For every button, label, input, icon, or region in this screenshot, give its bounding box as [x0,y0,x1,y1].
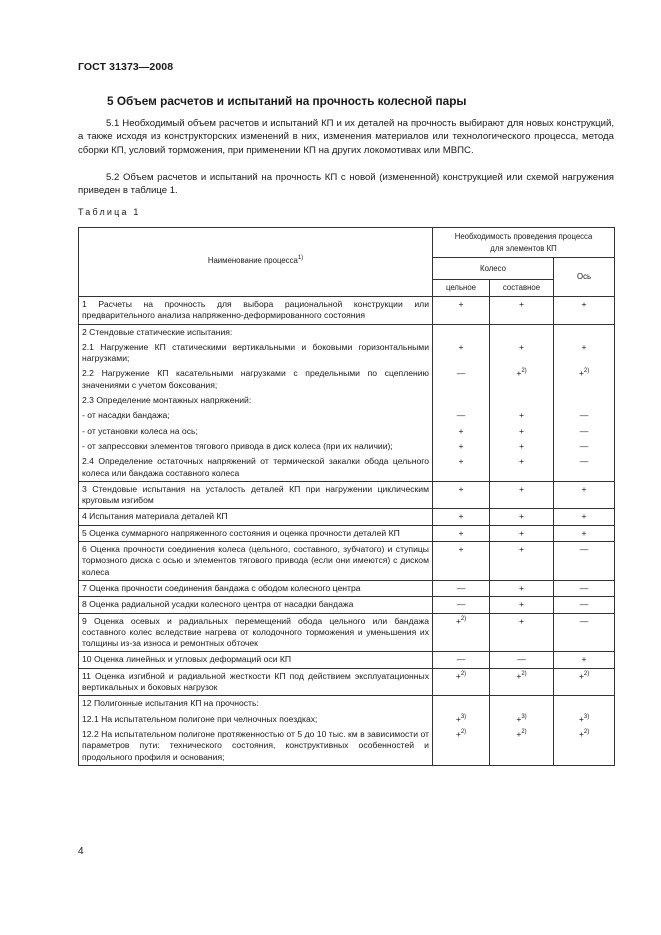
table-row [79,340,615,367]
solid-wheel-cell [433,525,490,541]
footnote-mark: 3) [521,713,527,720]
document-header: ГОСТ 31373—2008 [78,61,174,73]
table-row [79,481,615,509]
table-row [79,668,615,696]
process-name-cell: 6 Оценка прочности соединения колеса (цельного, составного, зубчатого) и ступицы тормозного диска с осью и элементов тягового привода (если они имеются) с диском колеса [79,542,433,581]
mark-value: + [518,456,525,467]
mark-value: — [579,425,589,436]
composite-wheel-cell [490,481,554,509]
solid-wheel-cell [433,454,490,481]
mark-value: + [581,299,587,309]
axle-cell [554,613,615,652]
solid-wheel-cell [433,481,490,509]
solid-wheel-cell [433,652,490,668]
composite-wheel-cell [490,366,554,393]
mark-value: + [518,425,525,436]
mark-value: + [581,341,587,352]
process-name-cell: 2.2 Нагружение КП касательными нагрузками с предельными по сцеплению значениями с учетом боксования; [79,366,433,393]
table-row [79,613,615,652]
process-name-cell: 9 Оценка осевых и радиальных перемещений обода цельного или бандажа составного колес вследствие нагрева от колодочного торможения и уменьшения их толщины из-за износа и ремонтных обточек [79,613,433,652]
table-row [79,580,615,596]
mark-value: + [578,670,584,681]
footnote-mark: 2) [521,368,527,375]
process-name-cell: - от установки колеса на ось; [79,424,433,439]
process-name-cell: 8 Оценка радиальной усадки колесного центра от насадки бандажа [79,597,433,613]
table-body [79,297,615,766]
mark-value: + [455,670,461,681]
process-name-cell: 7 Оценка прочности соединения бандажа с ободом колесного центра [79,580,433,596]
axle-cell [554,668,615,696]
table-row [79,324,615,340]
mark-value: + [458,544,464,555]
header-solid-wheel: цельное [433,280,490,297]
axle-cell [554,454,615,481]
axle-cell [554,297,615,325]
axle-cell [554,481,615,509]
process-name-cell: 2.3 Определение монтажных напряжений: [79,393,433,408]
process-name-cell: 1 Расчеты на прочность для выбора рациональной конструкции или предварительного анализа напряженно-деформированного состояния [79,297,433,325]
composite-wheel-cell [490,696,554,712]
header-wheel: Колесо [433,258,554,280]
mark-value: — [579,599,589,610]
process-name-cell: - от запрессовки элементов тягового привода в диск колеса (при их наличии); [79,439,433,454]
axle-cell [554,597,615,613]
table-row [79,597,615,613]
solid-wheel-cell [433,597,490,613]
footnote-mark: 2) [583,670,590,677]
mark-value: + [516,713,522,724]
process-name-cell: 2.4 Определение остаточных напряжений от термической закалки обода цельного колеса или бандажа составного колеса [79,454,433,481]
composite-wheel-cell [490,340,554,367]
footnote-mark: 3) [583,713,590,720]
solid-wheel-cell [433,580,490,596]
header-axle: Ось [554,258,615,297]
composite-wheel-cell [490,727,554,765]
mark-value: + [458,341,464,352]
footnote-mark: 2) [583,368,590,375]
process-name-cell: - от насадки бандажа; [79,408,433,423]
header-process-name-text: Наименование процесса [207,256,298,266]
process-name-cell: 10 Оценка линейных и угловых деформаций оси КП [79,652,433,668]
solid-wheel-cell [433,727,490,765]
header-process-name [79,228,433,297]
mark-value: + [518,341,525,352]
mark-value: — [579,544,589,555]
solid-wheel-cell [433,424,490,439]
solid-wheel-cell [433,712,490,727]
mark-value: + [458,527,464,538]
table-row [79,297,615,325]
mark-value: + [518,527,525,538]
process-name-cell: 2.1 Нагружение КП статическими вертикальными и боковыми горизонтальными нагрузками; [79,340,433,367]
mark-value: + [581,511,587,522]
table-row [79,712,615,727]
table-row [79,439,615,454]
mark-value: + [455,728,461,739]
footnote-mark: 2) [460,670,467,677]
mark-value: + [458,483,464,494]
table-row [79,696,615,712]
mark-value: + [578,368,584,379]
process-table [78,227,615,766]
mark-value: — [579,456,589,467]
solid-wheel-cell [433,439,490,454]
process-name-cell: 5 Оценка суммарного напряженного состояния и оценка прочности деталей КП [79,525,433,541]
composite-wheel-cell [490,509,554,525]
page-number: 4 [78,846,84,857]
mark-value: + [458,456,464,467]
process-name-cell: 12.2 На испытательном полигоне протяженностью от 5 до 10 тыс. км в зависимости от параметров пути: технического состояния, конструктивных особенностей и продольного профиля и основания; [79,727,433,765]
solid-wheel-cell [433,408,490,423]
axle-cell [554,393,615,408]
axle-cell [554,696,615,712]
composite-wheel-cell [490,297,554,325]
axle-cell [554,652,615,668]
mark-value: — [456,410,466,421]
footnote-mark: 2) [521,728,527,735]
composite-wheel-cell [490,668,554,696]
axle-cell [554,439,615,454]
process-name-cell: 12 Полигонные испытания КП на прочность: [79,696,433,712]
composite-wheel-cell [490,454,554,481]
solid-wheel-cell [433,696,490,712]
axle-cell [554,525,615,541]
mark-value: — [579,582,589,593]
axle-cell [554,580,615,596]
axle-cell [554,542,615,581]
mark-value: + [458,425,464,436]
process-name-cell: 4 Испытания материала деталей КП [79,509,433,525]
solid-wheel-cell [433,509,490,525]
axle-cell [554,340,615,367]
footnote-mark: 2) [460,615,467,622]
axle-cell [554,324,615,340]
mark-value: — [517,654,526,665]
mark-value: + [458,440,464,451]
section-title: 5 Объем расчетов и испытаний на прочность колесной пары [107,94,467,108]
mark-value: — [579,410,589,421]
composite-wheel-cell [490,597,554,613]
composite-wheel-cell [490,613,554,652]
axle-cell [554,509,615,525]
mark-value: + [516,670,522,681]
mark-value: — [456,368,466,379]
composite-wheel-cell [490,408,554,423]
footnote-mark: 2) [583,728,590,735]
table-row [79,542,615,581]
axle-cell [554,366,615,393]
table-row [79,393,615,408]
mark-value: + [518,615,525,626]
mark-value: + [518,511,525,522]
axle-cell [554,424,615,439]
solid-wheel-cell [433,613,490,652]
mark-value: — [456,582,466,593]
mark-value: + [455,615,461,626]
mark-value: + [578,713,584,724]
solid-wheel-cell [433,297,490,325]
table-caption: Таблица 1 [78,207,141,217]
composite-wheel-cell [490,652,554,668]
composite-wheel-cell [490,439,554,454]
solid-wheel-cell [433,324,490,340]
footnote-mark: 2) [460,728,467,735]
table-row [79,424,615,439]
composite-wheel-cell [490,324,554,340]
footnote-mark: 2) [521,670,527,677]
composite-wheel-cell [490,424,554,439]
table-row [79,366,615,393]
solid-wheel-cell [433,340,490,367]
solid-wheel-cell [433,668,490,696]
mark-value: + [581,654,587,665]
process-name-cell: 2 Стендовые статические испытания: [79,324,433,340]
header-footnote-mark: 1) [297,255,304,262]
table-row [79,509,615,525]
composite-wheel-cell [490,580,554,596]
table-row [79,727,615,765]
mark-value: + [458,511,464,522]
mark-value: + [518,299,525,309]
mark-value: + [518,483,525,494]
table-row [79,454,615,481]
axle-cell [554,712,615,727]
process-name-cell: 11 Оценка изгибной и радиальной жесткости КП под действием эксплуатационных вертикальных и боковых нагрузок [79,668,433,696]
mark-value: + [581,527,587,538]
process-name-cell: 12.1 На испытательном полигоне при челночных поездках; [79,712,433,727]
mark-value: + [516,368,522,379]
mark-value: + [455,713,461,724]
mark-value: + [578,728,584,739]
table-row [79,408,615,423]
mark-value: + [518,582,525,593]
mark-value: + [518,599,525,610]
mark-value: — [579,440,589,451]
mark-value: — [579,615,589,626]
process-name-cell: 3 Стендовые испытания на усталость деталей КП при нагружении циклическим круговым изгибом [79,481,433,509]
solid-wheel-cell [433,393,490,408]
header-necessity: Необходимость проведения процесса для элементов КП [433,228,615,258]
composite-wheel-cell [490,542,554,581]
mark-value: — [456,654,466,665]
table-row [79,525,615,541]
mark-value: + [458,299,464,309]
composite-wheel-cell [490,712,554,727]
axle-cell [554,727,615,765]
mark-value: + [518,544,525,555]
solid-wheel-cell [433,366,490,393]
mark-value: + [518,410,525,421]
solid-wheel-cell [433,542,490,581]
composite-wheel-cell [490,393,554,408]
mark-value: — [456,599,466,610]
header-composite-wheel: составное [490,280,554,297]
paragraph-5-1: 5.1 Необходимый объем расчетов и испытаний КП и их деталей на прочность выбирают для новых конструкций, а также исходя из конструкторских изменений в них, изменения материалов или технологического процесса, метода сборки КП, условий торможения, при применении КП на других локомотивах или МВПС. [78,118,614,156]
mark-value: + [516,728,522,739]
table-row [79,652,615,668]
footnote-mark: 3) [460,713,467,720]
axle-cell [554,408,615,423]
composite-wheel-cell [490,525,554,541]
paragraph-5-2: 5.2 Объем расчетов и испытаний на прочность КП с новой (измененной) конструкцией или схемой нагружения приведен в таблице 1. [78,172,614,197]
mark-value: + [518,440,525,451]
mark-value: + [581,483,587,494]
